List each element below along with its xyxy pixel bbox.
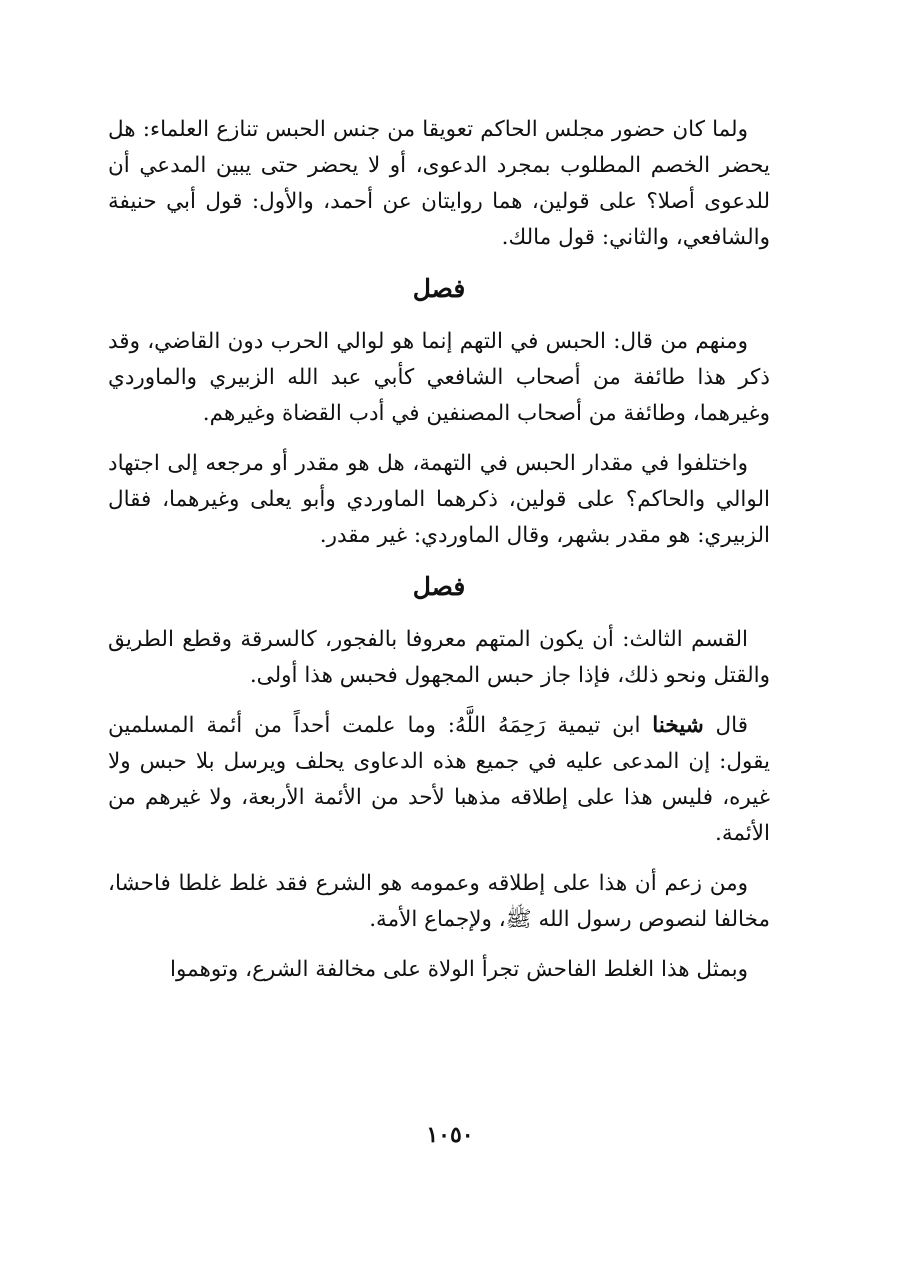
paragraph-ibn-taymiyya-quote: [108, 708, 770, 852]
quote-prefix: قال: [703, 713, 748, 738]
paragraph-third-category: القسم الثالث: أن يكون المتهم معروفا بالفجور، كالسرقة وقطع الطريق والقتل ونحو ذلك، فإذا جاز حبس المجهول فحبس هذا أولى.: [108, 627, 770, 688]
paragraph-detention-authority: ومنهم من قال: الحبس في التهم إنما هو لوالي الحرب دون القاضي، وقد ذكر هذا طائفة من أصحاب الشافعي كأبي عبد الله الزبيري والماوردي وغيرهما، وطائفة من أصحاب المصنفين في أدب القضاة وغيرهم.: [108, 329, 770, 426]
page-body: [108, 112, 770, 1002]
paragraph-gross-error: ومن زعم أن هذا على إطلاقه وعمومه هو الشرع فقد غلط غلطا فاحشا، مخالفا لنصوص رسول الله ﷺ، ولإجماع الأمة.: [108, 871, 770, 932]
quote-bold-word: شيخنا: [652, 713, 704, 738]
section-heading-1: فصل: [412, 274, 466, 303]
quote-rest: ابن تيمية رَحِمَهُ اللَّهُ: وما علمت أحداً من أئمة المسلمين يقول: إن المدعى عليه في جميع هذه الدعاوى يحلف ويرسل بلا حبس ولا غيره، فليس هذا على إطلاقه مذهبا لأحد من الأئمة الأربعة، ولا غيرهم من الأئمة.: [108, 713, 770, 846]
page-number: ١٠٥٠: [426, 1122, 474, 1148]
paragraph-continuation: وبمثل هذا الغلط الفاحش تجرأ الولاة على مخالفة الشرع، وتوهموا: [169, 957, 748, 982]
section-heading-2: فصل: [412, 572, 466, 601]
paragraph-summons-dispute: ولما كان حضور مجلس الحاكم تعويقا من جنس الحبس تنازع العلماء: هل يحضر الخصم المطلوب بمجرد الدعوى، أو لا يحضر حتى يبين المدعي أن للدعوى أصلا؟ على قولين، هما روايتان عن أحمد، والأول: قول أبي حنيفة والشافعي، والثاني: قول مالك.: [108, 117, 770, 250]
paragraph-detention-duration: واختلفوا في مقدار الحبس في التهمة، هل هو مقدر أو مرجعه إلى اجتهاد الوالي والحاكم؟ على قولين، ذكرهما الماوردي وأبو يعلى وغيرهما، فقال الزبيري: هو مقدر بشهر، وقال الماوردي: غير مقدر.: [108, 451, 770, 548]
